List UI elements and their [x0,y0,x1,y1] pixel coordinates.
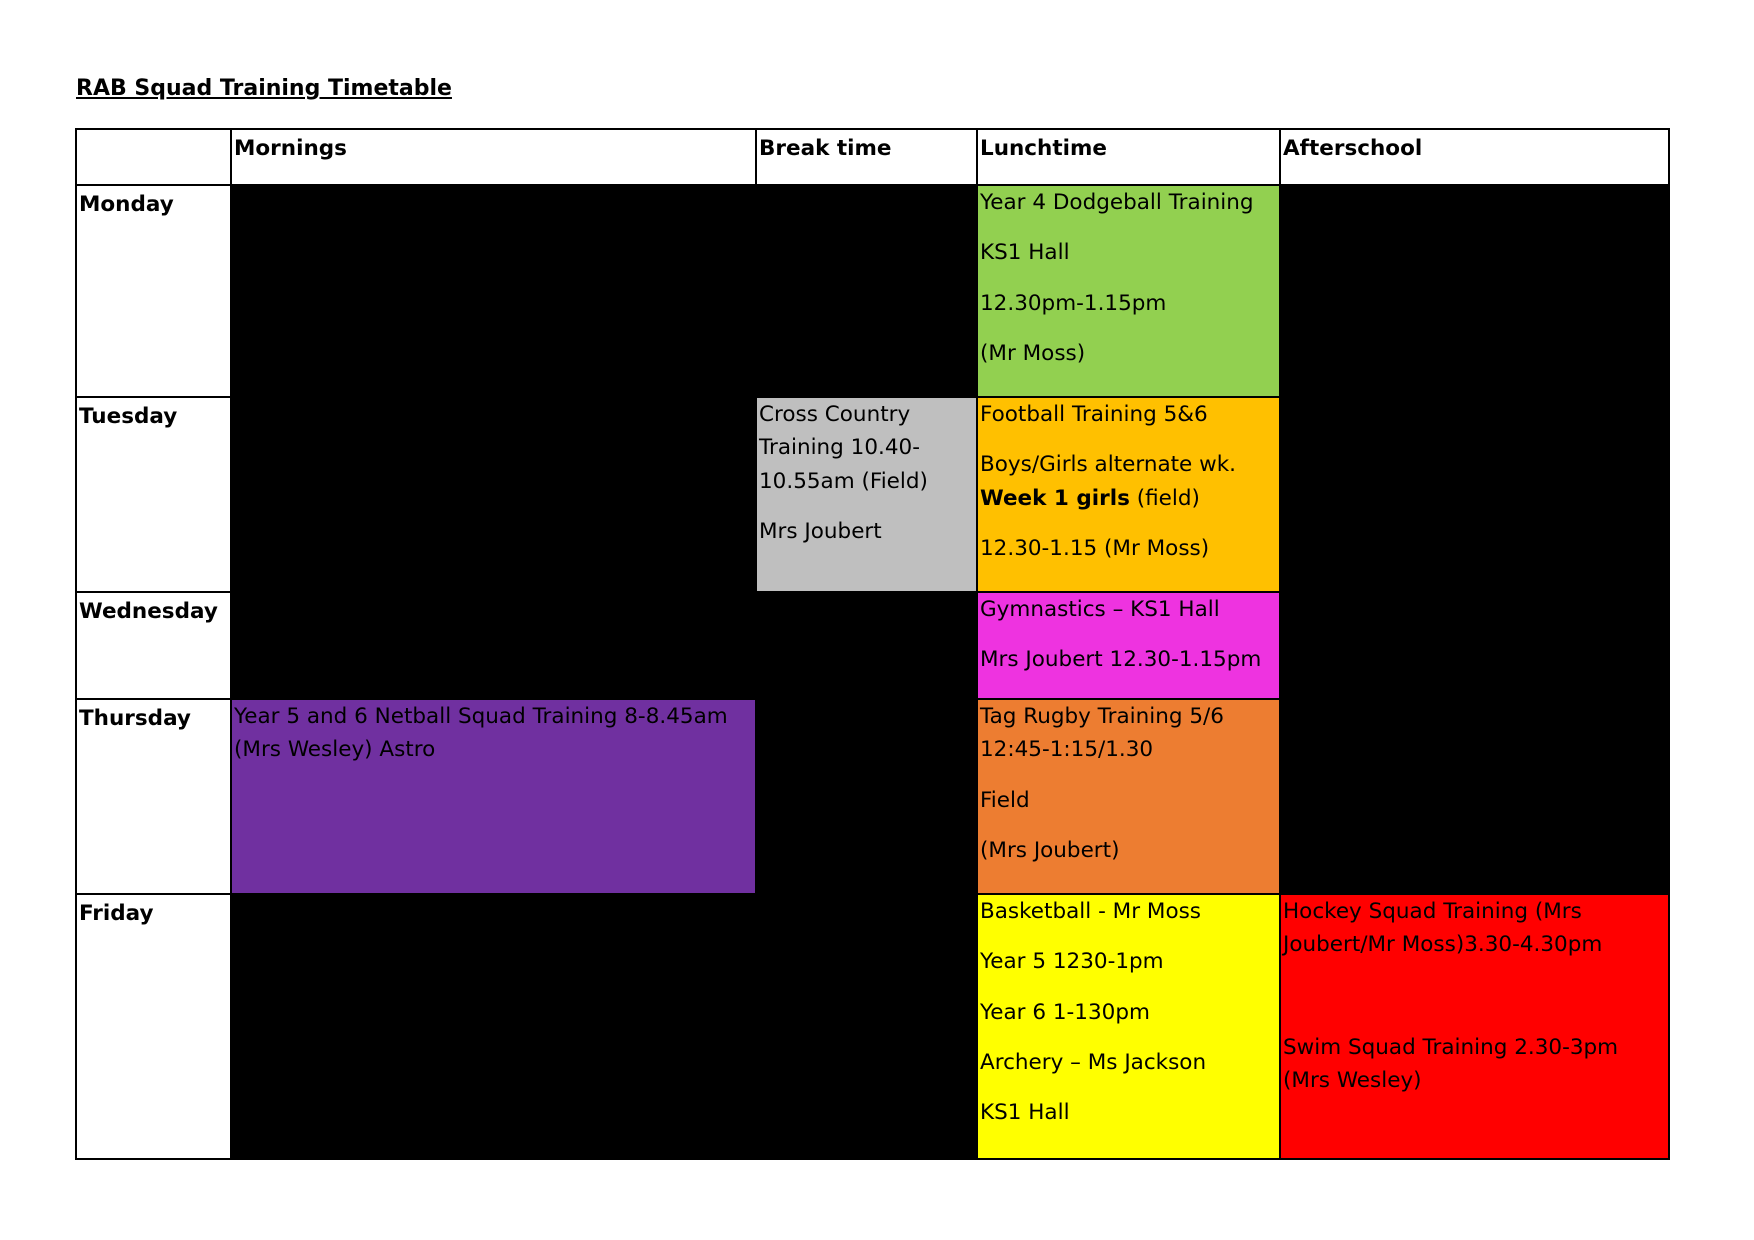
field-label: (field) [1129,485,1200,511]
friday-afterschool-hockey-swim [1280,894,1669,1159]
tuesday-lunch-football [977,397,1280,592]
friday-after-spacer [1283,979,1666,1031]
monday-lunch-dodgeball [977,185,1280,397]
lunch-header: Lunchtime [977,129,1280,185]
tuesday-lunch-line: Boys/Girls alternate wk. [980,452,1236,478]
row-tuesday [76,397,1669,592]
row-monday [76,185,1669,397]
day-monday: Monday [76,185,231,397]
friday-break-blocked [756,894,977,1159]
row-wednesday [76,592,1669,699]
tuesday-break-cross-country [756,397,977,592]
thursday-afterschool-blocked [1280,699,1669,894]
thursday-lunch-line: (Mrs Joubert) [980,837,1120,863]
friday-lunch-line: Archery – Ms Jackson [980,1049,1207,1075]
thursday-mornings-netball [231,699,756,894]
friday-lunch-basketball-archery [977,894,1280,1159]
wednesday-break-blocked [756,592,977,699]
monday-lunch-line: 12.30pm-1.15pm [980,290,1167,316]
timetable [75,128,1670,1160]
tuesday-lunch-line: 12.30-1.15 (Mr Moss) [980,535,1210,561]
monday-lunch-line: (Mr Moss) [980,340,1086,366]
day-tuesday: Tuesday [76,397,231,592]
thursday-break-blocked [756,699,977,894]
friday-mornings-blocked [231,894,756,1159]
monday-break-blocked [756,185,977,397]
thursday-lunch-line: Field [980,787,1030,813]
friday-lunch-line: Year 5 1230-1pm [980,949,1164,975]
row-thursday [76,699,1669,894]
wednesday-mornings-blocked [231,592,756,699]
friday-lunch-line: KS1 Hall [980,1100,1070,1126]
day-friday: Friday [76,894,231,1159]
day-wednesday: Wednesday [76,592,231,699]
thursday-lunch-line: Tag Rugby Training 5/6 12:45-1:15/1.30 [980,704,1224,763]
monday-mornings-blocked [231,185,756,397]
wednesday-lunch-gymnastics [977,592,1280,699]
day-thursday: Thursday [76,699,231,894]
tuesday-lunch-line: Football Training 5&6 [980,402,1208,427]
row-friday [76,894,1669,1159]
corner-header [76,129,231,185]
friday-lunch-line: Basketball - Mr Moss [980,899,1201,924]
wednesday-lunch-line: Mrs Joubert 12.30-1.15pm [980,647,1262,673]
week-1-girls-label: Week 1 girls [980,485,1130,511]
tuesday-break-line: Mrs Joubert [759,518,882,544]
monday-lunch-line: KS1 Hall [980,240,1070,266]
monday-lunch-line: Year 4 Dodgeball Training [980,190,1254,215]
tuesday-afterschool-blocked [1280,397,1669,592]
friday-after-swim: Swim Squad Training 2.30-3pm (Mrs Wesley) [1283,1034,1619,1093]
afterschool-header: Afterschool [1280,129,1669,185]
thursday-lunch-tag-rugby [977,699,1280,894]
thursday-mornings-line: Year 5 and 6 Netball Squad Training 8-8.45am (Mrs Wesley) Astro [234,704,728,763]
monday-afterschool-blocked [1280,185,1669,397]
header-row [76,129,1669,185]
break-header: Break time [756,129,977,185]
page-title: RAB Squad Training Timetable [76,76,452,101]
friday-lunch-line: Year 6 1-130pm [980,999,1150,1025]
mornings-header: Mornings [231,129,756,185]
tuesday-break-line: Cross Country Training 10.40-10.55am (Field) [759,402,928,494]
wednesday-afterschool-blocked [1280,592,1669,699]
tuesday-lunch-line [980,482,1277,515]
tuesday-mornings-blocked [231,397,756,592]
wednesday-lunch-line: Gymnastics – KS1 Hall [980,597,1220,622]
friday-after-hockey: Hockey Squad Training (Mrs Joubert/Mr Moss)3.30-4.30pm [1283,899,1603,958]
